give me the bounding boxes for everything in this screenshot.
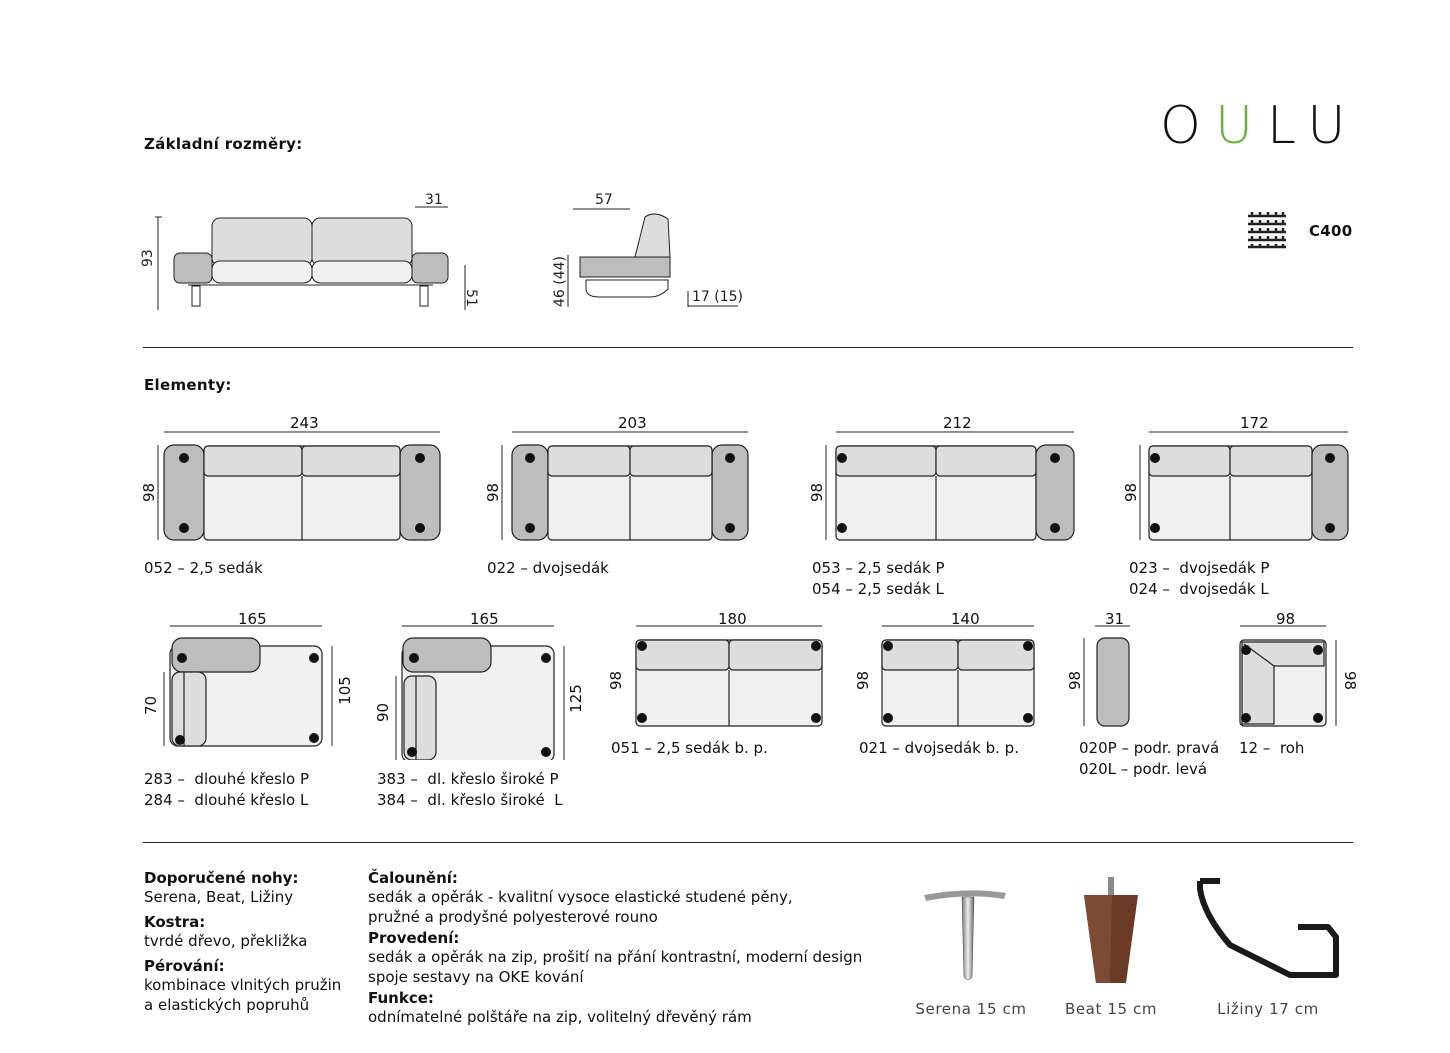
- svg-text:17 (15): 17 (15): [692, 289, 744, 305]
- info-upholstery-text-1: sedák a opěrák - kvalitní vysoce elastické studené pěny,: [368, 888, 793, 906]
- label-020l: 020L – podr. levá: [1079, 760, 1208, 778]
- leg-caption-liziny: Ližiny 17 cm: [1217, 1000, 1319, 1018]
- info-springs-text-2: a elastických popruhů: [144, 996, 310, 1014]
- dim-283-depth-right: 105: [335, 676, 354, 705]
- dim-022-depth: 98: [484, 482, 503, 503]
- info-legs-title: Doporučené nohy:: [144, 869, 299, 887]
- label-020p: 020P – podr. pravá: [1079, 739, 1220, 757]
- dim-020-depth: 98: [1066, 670, 1085, 691]
- dim-023-width: 172: [1240, 414, 1269, 432]
- dim-021-width: 140: [951, 610, 980, 628]
- dim-020-width: 31: [1105, 610, 1125, 628]
- label-051: 051 – 2,5 sedák b. p.: [611, 739, 768, 757]
- svg-text:31: 31: [425, 192, 443, 208]
- dim-383-width: 165: [470, 610, 499, 628]
- brand-logo: [1160, 96, 1359, 156]
- info-frame-title: Kostra:: [144, 913, 206, 931]
- leg-caption-beat: Beat 15 cm: [1064, 1000, 1158, 1018]
- label-022: 022 – dvojsedák: [487, 559, 609, 577]
- dim-383-depth-left: 90: [374, 702, 393, 723]
- info-function-title: Funkce:: [368, 989, 434, 1007]
- divider-bottom: [143, 842, 1353, 843]
- logo-accent-letter: U: [1214, 96, 1267, 156]
- basic-dims-heading: Základní rozměry:: [144, 135, 303, 153]
- logo-letters: LU: [1267, 96, 1360, 156]
- dim-283-width: 165: [238, 610, 267, 628]
- info-design-title: Provedení:: [368, 929, 460, 947]
- label-023: 023 – dvojsedák P: [1129, 559, 1270, 577]
- info-design-text-2: spoje sestavy na OKE kování: [368, 968, 584, 986]
- label-053: 053 – 2,5 sedák P: [812, 559, 945, 577]
- dim-052-depth: 98: [140, 482, 159, 503]
- dim-053-depth: 98: [808, 482, 827, 503]
- dim-053-width: 212: [943, 414, 972, 432]
- info-springs-text-1: kombinace vlnitých pružin: [144, 976, 342, 994]
- info-legs-text: Serena, Beat, Ližiny: [144, 888, 294, 906]
- info-springs-title: Pérování:: [144, 957, 225, 975]
- dim-051-width: 180: [718, 610, 747, 628]
- liziny-leg-icon: [1190, 875, 1350, 990]
- divider-top: [143, 347, 1353, 348]
- info-design-text-1: sedák a opěrák na zip, prošití na přání kontrastní, moderní design: [368, 948, 863, 966]
- info-left: [144, 867, 354, 1015]
- info-function-text: odnímatelné polštáře na zip, volitelný dřevěný rám: [368, 1008, 752, 1026]
- logo-letter: O: [1160, 96, 1215, 156]
- dim-051-depth: 98: [607, 670, 626, 691]
- label-12: 12 – roh: [1239, 739, 1305, 757]
- dim-12-depth: 98: [1341, 670, 1360, 691]
- svg-text:93: 93: [140, 249, 156, 267]
- info-upholstery-title: Čalounění:: [368, 869, 458, 887]
- dim-383-depth-right: 125: [566, 684, 585, 713]
- elements-heading: Elementy:: [144, 376, 232, 394]
- fabric-code: C400: [1309, 222, 1353, 240]
- serena-leg-icon: [918, 885, 1018, 985]
- label-383: 383 – dl. křeslo široké P: [377, 770, 559, 788]
- svg-text:57: 57: [595, 192, 613, 208]
- label-024: 024 – dvojsedák L: [1129, 580, 1269, 598]
- label-384: 384 – dl. křeslo široké L: [377, 791, 563, 809]
- label-283: 283 – dlouhé křeslo P: [144, 770, 310, 788]
- row1-drawings: [140, 410, 1360, 550]
- label-052: 052 – 2,5 sedák: [144, 559, 263, 577]
- beat-leg-icon: [1076, 875, 1146, 990]
- svg-text:46 (44): 46 (44): [552, 255, 568, 307]
- leg-caption-serena: Serena 15 cm: [915, 1000, 1027, 1018]
- info-right: [368, 867, 888, 1027]
- row2-drawings: [140, 600, 1360, 760]
- info-upholstery-text-2: pružné a prodyšné polyesterové rouno: [368, 908, 658, 926]
- label-021: 021 – dvojsedák b. p.: [859, 739, 1019, 757]
- label-054: 054 – 2,5 sedák L: [812, 580, 944, 598]
- dim-021-depth: 98: [854, 670, 873, 691]
- dim-12-width: 98: [1276, 610, 1296, 628]
- dim-052-width: 243: [290, 414, 319, 432]
- dim-283-depth-left: 70: [142, 695, 161, 716]
- label-284: 284 – dlouhé křeslo L: [144, 791, 309, 809]
- info-frame-text: tvrdé dřevo, překližka: [144, 932, 308, 950]
- dim-023-depth: 98: [1122, 482, 1141, 503]
- dim-022-width: 203: [618, 414, 647, 432]
- fabric-icon: [1246, 210, 1288, 254]
- svg-text:51: 51: [463, 289, 479, 307]
- basic-dims-drawing: [140, 185, 760, 325]
